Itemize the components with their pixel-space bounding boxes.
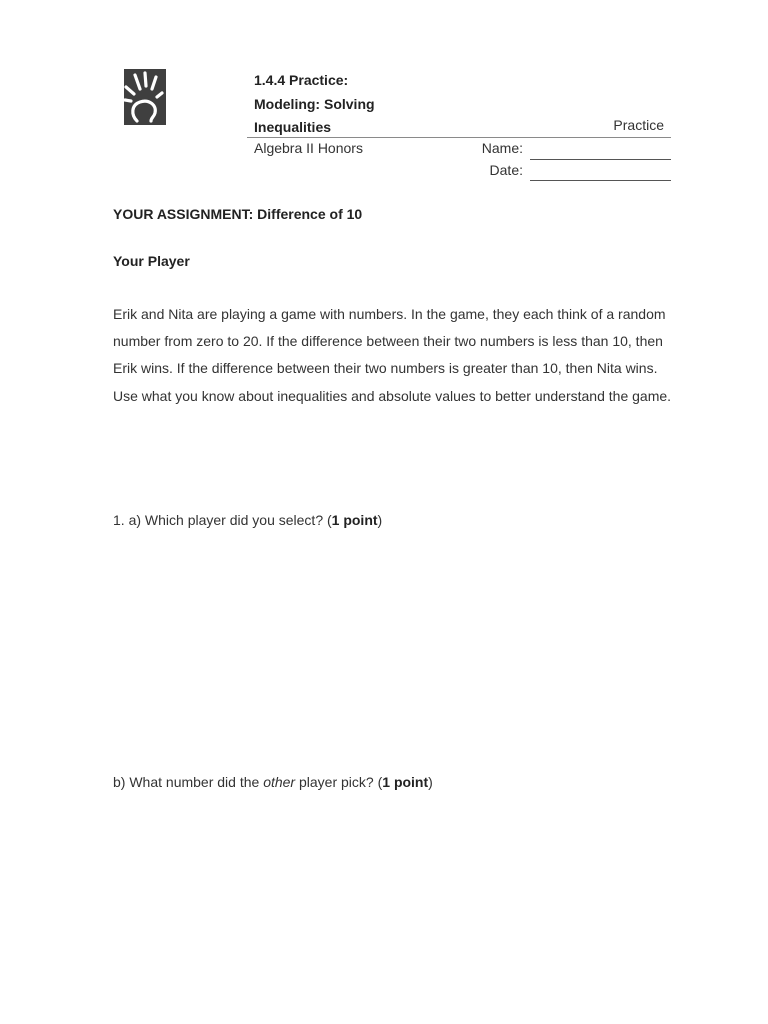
- name-label: Name:: [481, 140, 523, 156]
- question-text: 1. a) Which player did you select? (: [113, 512, 332, 528]
- assignment-heading: YOUR ASSIGNMENT: Difference of 10: [113, 206, 363, 222]
- date-label: Date:: [489, 162, 523, 178]
- question-suffix: ): [428, 774, 433, 790]
- question-text: b) What number did the: [113, 774, 264, 790]
- title-line-3: Inequalities: [254, 119, 332, 135]
- sunburst-logo-icon: [124, 69, 166, 125]
- document-type-label: Practice: [613, 117, 664, 133]
- section-heading-your-player: Your Player: [113, 253, 190, 269]
- points-label: 1 point: [382, 774, 429, 790]
- question-suffix: ): [377, 512, 383, 528]
- assignment-description: Erik and Nita are playing a game with numbers. In the game, they each think of a random number from zero to 20. If the difference between their two numbers is less than 10, then Erik wins. If the difference between their two numbers is greater than 10, then Nita wins. Use what you know about inequalities and absolute values to better understand the game.: [113, 306, 672, 404]
- title-line-2: Modeling: Solving: [254, 95, 375, 112]
- name-field[interactable]: [530, 159, 671, 160]
- date-field[interactable]: [530, 180, 671, 181]
- question-emphasis: other: [263, 774, 296, 790]
- question-text-middle: player pick? (: [295, 774, 383, 790]
- course-name: Algebra II Honors: [254, 140, 363, 156]
- header-divider: [247, 137, 671, 138]
- question-1b: [113, 774, 433, 790]
- title-line-1: 1.4.4 Practice:: [254, 72, 349, 88]
- question-1a: [113, 512, 382, 528]
- document-title: [254, 69, 375, 140]
- points-label: 1 point: [331, 512, 378, 528]
